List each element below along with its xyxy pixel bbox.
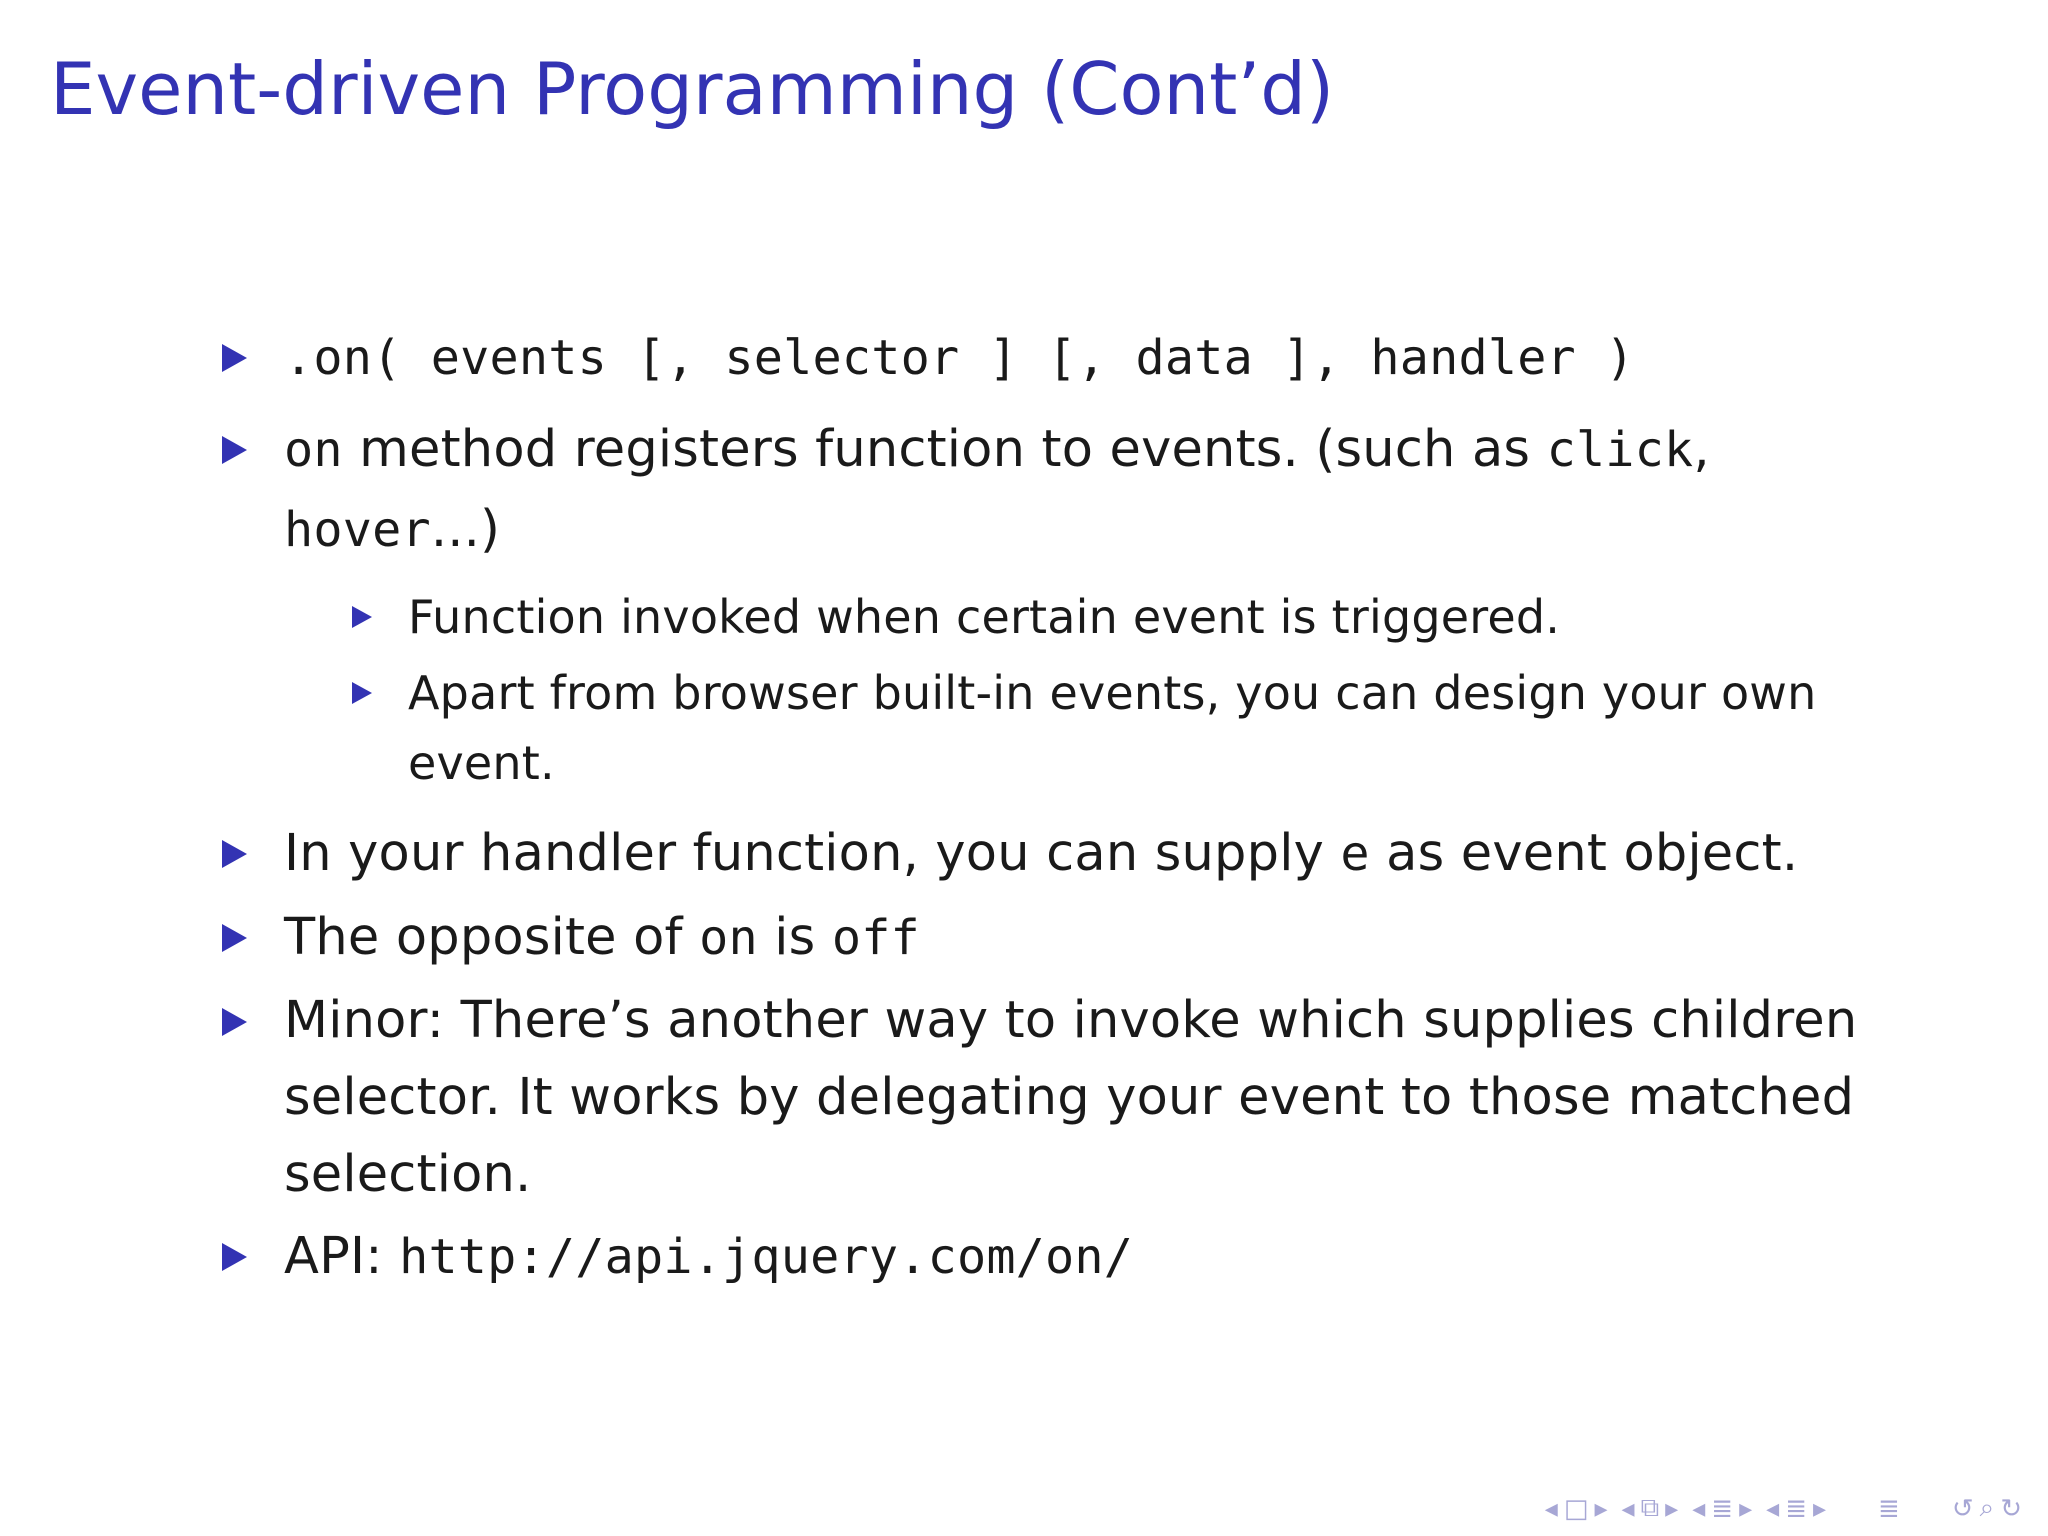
bullet-api-link — [0, 1217, 1924, 1297]
subsection-navigation — [1766, 1494, 1826, 1524]
api-label: API: — [284, 1227, 400, 1286]
bullet-list — [0, 318, 2048, 1297]
code-off: off — [831, 910, 920, 966]
bullet-opposite-off — [0, 898, 1924, 978]
section-navigation — [1692, 1494, 1752, 1524]
search-navigation — [1952, 1493, 2022, 1524]
bullet-triangle-icon — [352, 606, 372, 628]
code-e: e — [1340, 826, 1370, 882]
code-on: on — [284, 422, 343, 478]
bullet-text: , — [1693, 420, 1710, 479]
bullet-text: method registers function to events. (such as — [342, 420, 1547, 479]
next-slide-icon[interactable]: ▸ — [1665, 1493, 1679, 1524]
search-icon[interactable]: ⌕ — [1979, 1493, 1995, 1523]
code-on: on — [699, 910, 758, 966]
code-hover: hover — [284, 502, 431, 558]
subsection-icon: ≣ — [1785, 1493, 1807, 1524]
bullet-text: Minor: There’s another way to invoke which supplies children selector. It works by delegating your event to those matched selection. — [284, 991, 1858, 1204]
section-icon: ≣ — [1711, 1493, 1734, 1524]
sub-bullet-list — [0, 582, 2048, 798]
beamer-navigation-bar — [1545, 1493, 2022, 1524]
code-on-signature: .on( events [, selector ] [, data ], handler ) — [284, 330, 1635, 386]
frame-icon: □ — [1563, 1493, 1589, 1524]
bullet-text: is — [757, 908, 832, 967]
bullet-on-method — [0, 410, 1924, 570]
bullet-handler-event-object — [0, 814, 1924, 894]
next-section-icon[interactable]: ▸ — [1739, 1493, 1753, 1524]
bullet-triangle-icon — [222, 344, 247, 372]
subsection-slide-navigation — [1622, 1493, 1679, 1524]
bullet-triangle-icon — [222, 840, 247, 868]
previous-subsection-icon[interactable]: ◂ — [1766, 1493, 1780, 1524]
back-icon[interactable]: ↺ — [1951, 1493, 1974, 1524]
bullet-triangle-icon — [222, 924, 247, 952]
next-subsection-icon[interactable]: ▸ — [1812, 1493, 1827, 1524]
slide-stack-icon: ⧉ — [1640, 1493, 1660, 1523]
api-url-link[interactable]: http://api.jquery.com/on/ — [399, 1229, 1134, 1285]
forward-icon[interactable]: ↻ — [2000, 1493, 2022, 1524]
sub-bullet-custom-events — [0, 658, 1908, 798]
sub-bullet-text: Function invoked when certain event is triggered. — [408, 590, 1561, 644]
bullet-text: In your handler function, you can supply — [284, 824, 1341, 883]
sub-bullet-function-invoked — [0, 582, 1908, 652]
frame-navigation — [1545, 1494, 1608, 1524]
bullet-on-signature — [0, 318, 1924, 398]
previous-slide-icon[interactable]: ◂ — [1621, 1493, 1635, 1524]
bullet-delegation — [0, 982, 1924, 1213]
code-click: click — [1546, 422, 1694, 478]
slide-title: Event-driven Programming (Cont’d) — [50, 47, 1335, 131]
bullet-triangle-icon — [222, 436, 247, 464]
document-icon[interactable]: ≣ — [1878, 1493, 1900, 1524]
bullet-triangle-icon — [352, 682, 372, 704]
bullet-text: as event object. — [1369, 824, 1799, 883]
bullet-text: The opposite of — [284, 908, 700, 967]
bullet-triangle-icon — [222, 1008, 247, 1036]
bullet-text: ...) — [430, 500, 501, 559]
sub-bullet-text: Apart from browser built-in events, you can design your own event. — [408, 666, 1817, 790]
next-frame-icon[interactable]: ▸ — [1594, 1493, 1608, 1524]
previous-frame-icon[interactable]: ◂ — [1544, 1493, 1558, 1524]
previous-section-icon[interactable]: ◂ — [1692, 1493, 1706, 1524]
bullet-triangle-icon — [222, 1243, 247, 1271]
